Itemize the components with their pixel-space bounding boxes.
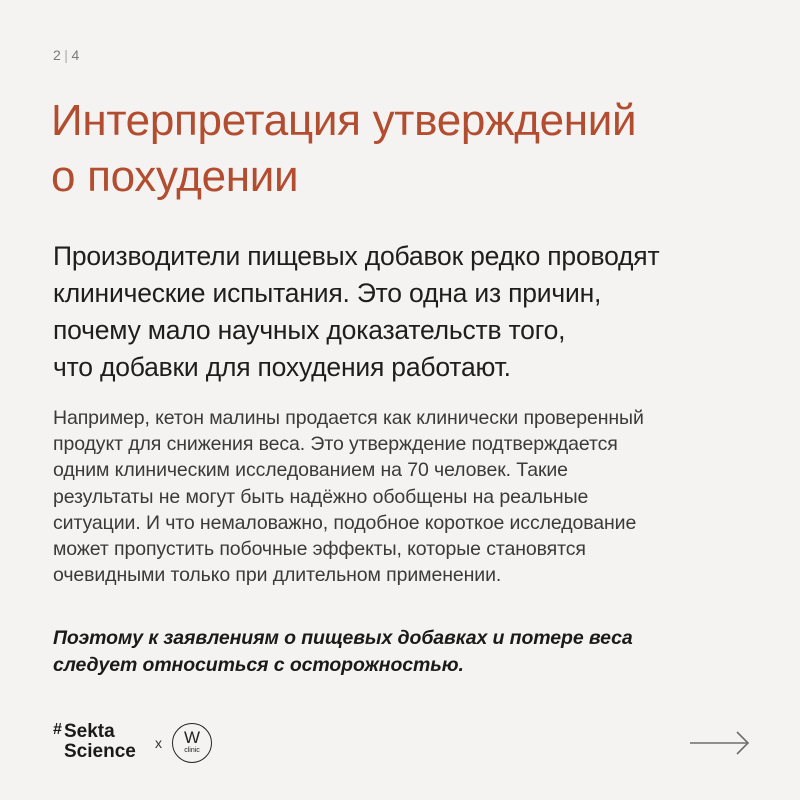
body-paragraph (53, 405, 773, 588)
lead-line: почему мало научных доказательств того, (53, 315, 566, 345)
body-line: результаты не могут быть надёжно обобщены на реальные (53, 485, 589, 508)
body-line: продукт для снижения веса. Это утверждение подтверждается (53, 433, 618, 456)
conclusion-line: следует относиться с осторожностью. (53, 654, 464, 676)
lead-paragraph (53, 238, 773, 386)
page-counter (53, 47, 80, 63)
sekta-science-logo (53, 719, 145, 767)
logo-hash: # (53, 721, 62, 738)
page-title (51, 93, 771, 205)
next-slide-button[interactable] (689, 730, 751, 756)
w-clinic-logo (172, 723, 212, 763)
body-line: может пропустить побочные эффекты, которые становятся (53, 538, 586, 561)
long-arrow-right-icon (689, 730, 751, 756)
w-clinic-letter: W (183, 728, 201, 747)
lead-line: что добавки для похудения работают. (53, 352, 511, 382)
body-line: одним клиническим исследованием на 70 человек. Такие (53, 459, 568, 482)
body-line: очевидными только при длительном применении. (53, 564, 502, 587)
w-clinic-caption: clinic (184, 747, 200, 754)
page-total: 4 (71, 47, 80, 63)
logo-line-sekta: Sekta (64, 721, 115, 742)
title-line: о похудении (51, 152, 299, 201)
conclusion-line: Поэтому к заявлениям о пищевых добавках и потере веса (53, 627, 633, 649)
collab-cross: x (155, 735, 162, 751)
footer-brand (53, 715, 212, 771)
lead-line: клинические испытания. Это одна из причин, (53, 278, 602, 308)
title-line: Интерпретация утверждений (51, 96, 637, 145)
body-line: ситуации. И что немаловажно, подобное короткое исследование (53, 511, 637, 534)
conclusion-paragraph (53, 625, 773, 679)
page-current: 2 (53, 47, 62, 63)
page-separator: | (64, 47, 69, 63)
body-line: Например, кетон малины продается как клинически проверенный (53, 407, 644, 429)
logo-line-science: Science (64, 741, 136, 762)
lead-line: Производители пищевых добавок редко проводят (53, 241, 660, 271)
